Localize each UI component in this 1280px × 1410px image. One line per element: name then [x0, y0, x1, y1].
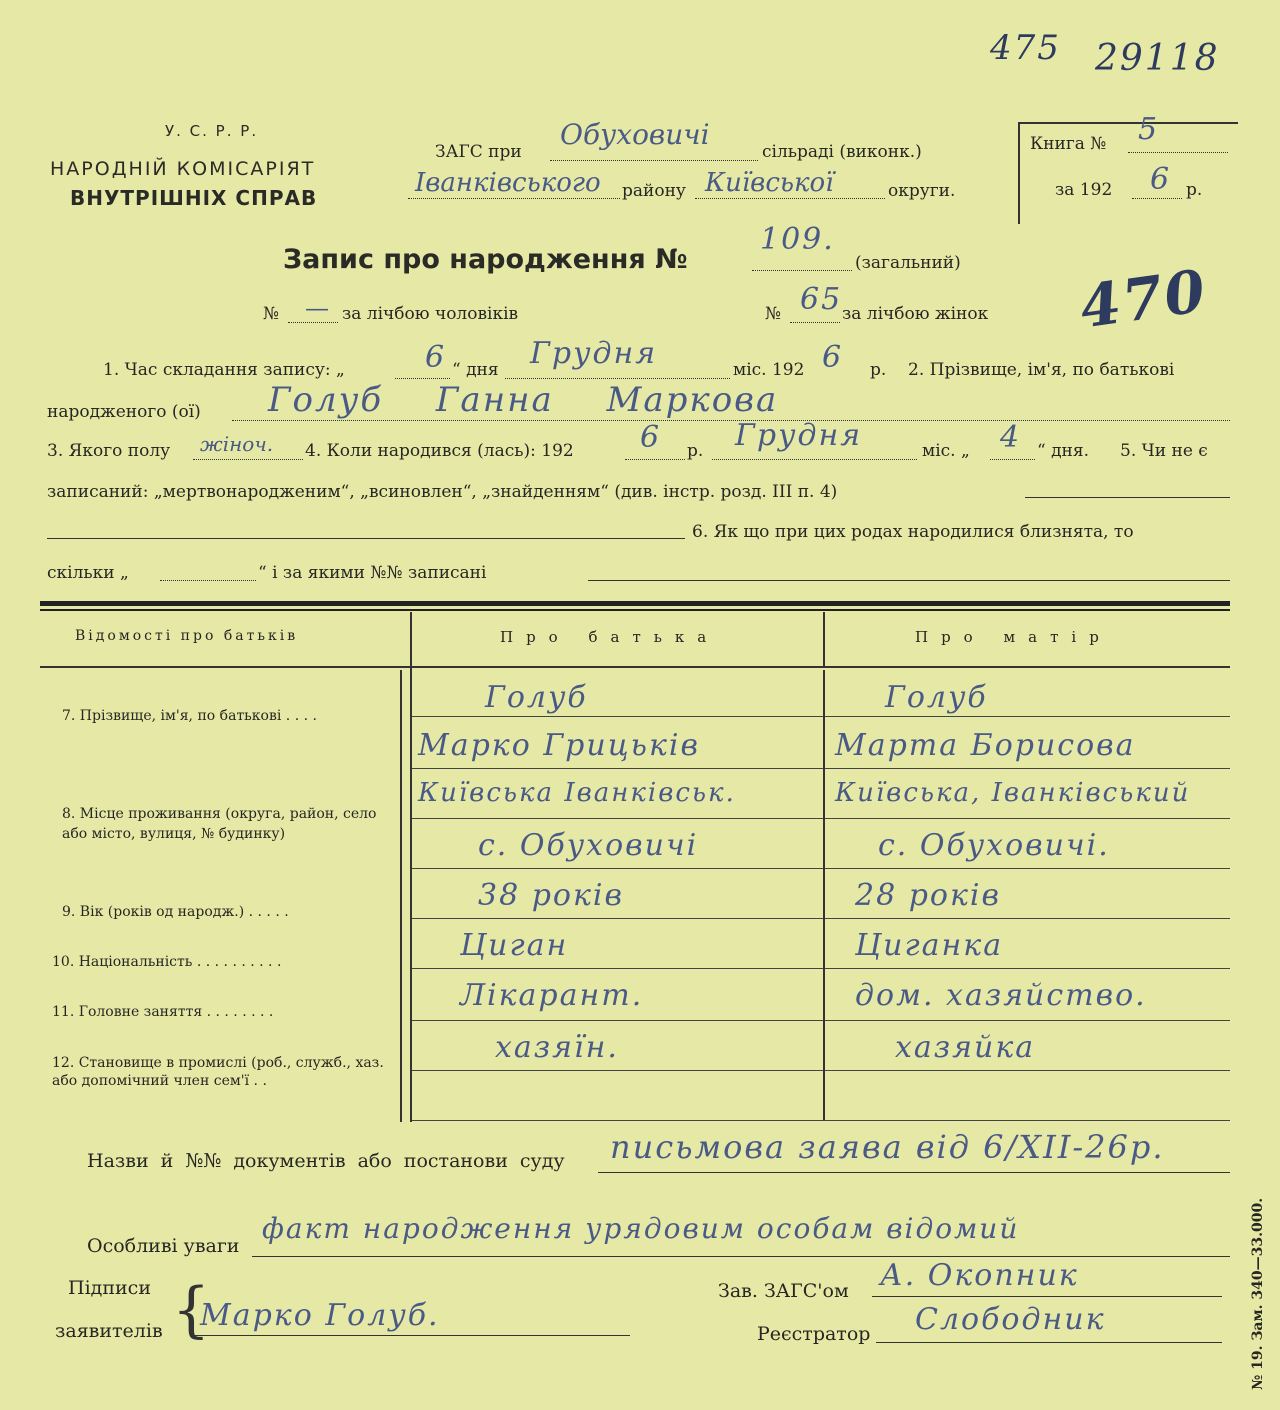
- father-status: хазяїн.: [495, 1030, 619, 1065]
- mother-occupation: дом. хазяйство.: [855, 978, 1147, 1013]
- birth-mis: міс. „: [922, 441, 970, 461]
- okruhy-label: округи.: [888, 181, 956, 201]
- silradi-label: сільраді (виконк.): [762, 142, 922, 162]
- mother-status: хазяйка: [895, 1030, 1036, 1065]
- district-line: [408, 198, 620, 199]
- commissariat-line1: НАРОДНІЙ КОМІСАРІЯТ: [50, 158, 316, 180]
- table-col-divider-2b: [823, 670, 825, 1120]
- book-label: Книга №: [1030, 134, 1107, 154]
- commissariat-line2: ВНУТРІШНІХ СПРАВ: [70, 186, 318, 210]
- women-count-text: за лічбою жінок: [842, 304, 989, 324]
- mother-region: Київська, Іванківський: [835, 778, 1191, 808]
- row-label-occupation: 11. Головне заняття . . . . . . . .: [52, 1004, 274, 1020]
- record-number: 109.: [760, 222, 835, 257]
- field1-year: 6: [822, 340, 844, 375]
- birth-year-line: [625, 459, 685, 460]
- field1-day: 6: [425, 340, 447, 375]
- father-surname: Голуб: [485, 680, 588, 715]
- mother-nationality: Циганка: [855, 928, 1004, 963]
- registrar-signature-line: [876, 1342, 1222, 1343]
- docs-value: письмова заява від 6/XII-26р.: [610, 1128, 1165, 1166]
- raionu-label: району: [622, 181, 686, 201]
- field2-label2: народженого (ої): [47, 402, 201, 422]
- signatures-brace: {: [172, 1275, 211, 1345]
- signatures-label2: заявителів: [55, 1320, 163, 1342]
- row-label-status: 12. Становище в промислі (роб., служб., хаз. або допомічний член сем'ї . .: [52, 1055, 384, 1089]
- men-no-label: №: [263, 304, 280, 324]
- men-count-line: [288, 322, 338, 323]
- mother-age: 28 років: [855, 878, 1001, 913]
- table-top-rule: [40, 601, 1230, 606]
- book-year-prefix: за 192: [1055, 180, 1113, 200]
- birth-day-word: “ дня.: [1037, 441, 1090, 461]
- notes-line: [252, 1256, 1230, 1257]
- row-rule: [412, 716, 1230, 717]
- zags-pry-label: ЗАГС при: [435, 142, 522, 162]
- table-header-info: Відомості про батьків: [75, 628, 299, 644]
- child-name-value: Голуб Ганна Маркова: [268, 380, 779, 420]
- birth-day: 4: [1000, 420, 1022, 455]
- field5-label: 5. Чи не є: [1120, 441, 1208, 461]
- row-rule: [412, 768, 1230, 769]
- mother-name: Марта Борисова: [835, 728, 1136, 763]
- general-label: (загальний): [855, 253, 961, 273]
- row-rule: [412, 918, 1230, 919]
- men-count-text: за лічбою чоловіків: [342, 304, 519, 324]
- father-name: Марко Грицьків: [418, 728, 700, 763]
- mother-village: с. Обуховичі.: [878, 828, 1110, 863]
- women-count-line: [790, 322, 840, 323]
- birth-r: р.: [687, 441, 704, 461]
- stamp-number: 470: [1075, 256, 1212, 342]
- mother-surname: Голуб: [885, 680, 988, 715]
- row-rule: [412, 818, 1230, 819]
- row-label-age: 9. Вік (років од народж.) . . . . .: [62, 904, 289, 920]
- table-header-father: Про батька: [500, 628, 720, 646]
- row-rule: [412, 968, 1230, 969]
- field1-label: 1. Час складання запису: „: [103, 360, 345, 380]
- birth-year: 6: [640, 420, 662, 455]
- field2-label: 2. Прізвище, ім'я, по батькові: [908, 360, 1175, 380]
- birth-month-line: [712, 459, 917, 460]
- field2-line: [232, 420, 1230, 421]
- table-col-divider-1: [410, 612, 412, 1122]
- field1-r: р.: [870, 360, 887, 380]
- father-region: Київська Іванківськ.: [418, 778, 736, 808]
- village-line: [550, 160, 758, 161]
- women-count-value: 65: [800, 282, 843, 317]
- field1-mis: міс. 192: [733, 360, 805, 380]
- docs-label: Назви й №№ документів або постанови суду: [87, 1150, 565, 1172]
- field3-label: 3. Якого полу: [47, 441, 171, 461]
- book-number: 5: [1138, 112, 1160, 147]
- book-number-line: [1128, 152, 1228, 153]
- page-title: Запис про народження №: [283, 244, 688, 275]
- row-rule: [412, 1070, 1230, 1071]
- table-top-rule-thin: [40, 609, 1230, 611]
- twins-count-line: [160, 580, 256, 581]
- field5-line-a: [1025, 497, 1230, 498]
- table-col-divider-2: [823, 612, 825, 667]
- sex-line: [193, 459, 303, 460]
- father-village: с. Обуховичі: [478, 828, 699, 863]
- registrar-label: Реєстратор: [757, 1323, 871, 1345]
- row-label-name: 7. Прізвище, ім'я, по батькові . . . .: [62, 708, 317, 724]
- birth-day-line: [990, 459, 1035, 460]
- field1-month: Грудня: [530, 336, 658, 371]
- field1-month-line: [505, 378, 730, 379]
- father-nationality: Циган: [460, 928, 569, 963]
- field6-text1: скільки „: [47, 563, 129, 583]
- table-header-mother: Про матір: [915, 628, 1112, 646]
- book-year-line: [1132, 198, 1182, 199]
- field5-line-b: [47, 538, 685, 539]
- field5-text: записаний: „мертвонародженим“, „всиновлен“, „знайденням“ (див. інстр. розд. III п. 4): [47, 482, 838, 502]
- head-label: Зав. ЗАГС'ом: [718, 1280, 849, 1302]
- okruha-value: Київської: [705, 168, 834, 198]
- district-value: Іванківського: [415, 168, 601, 198]
- notes-label: Особливі уваги: [87, 1235, 240, 1257]
- village-value: Обуховичі: [560, 118, 710, 151]
- signatures-label1: Підписи: [68, 1277, 151, 1299]
- table-inner-divider: [400, 670, 402, 1122]
- applicant-signature: Марко Голуб.: [200, 1298, 440, 1333]
- field1-day-line: [395, 378, 450, 379]
- row-rule: [412, 1120, 1230, 1121]
- book-year-suffix: р.: [1186, 180, 1203, 200]
- sex-value: жіноч.: [200, 432, 274, 456]
- father-occupation: Лікарант.: [460, 978, 644, 1013]
- docs-line: [598, 1172, 1230, 1173]
- applicant-signature-line: [190, 1335, 630, 1336]
- book-year-digit: 6: [1150, 162, 1172, 197]
- table-header-rule: [40, 666, 1230, 668]
- form-side-print: № 19. Зам. 340—33.000.: [1250, 1197, 1266, 1390]
- ussr-label: У. С. Р. Р.: [165, 122, 259, 140]
- okruha-line: [695, 198, 885, 199]
- father-age: 38 років: [478, 878, 624, 913]
- notes-value: факт народження урядовим особам відомий: [262, 1212, 1020, 1245]
- women-no-label: №: [765, 304, 782, 324]
- field1-day-word: “ дня: [452, 360, 499, 380]
- head-signature: А. Окопник: [880, 1258, 1079, 1293]
- row-rule: [412, 1020, 1230, 1021]
- field6-text2: “ і за якими №№ записані: [258, 563, 487, 583]
- row-label-residence: 8. Місце проживання (округа, район, село або місто, вулиця, № будинку): [62, 806, 377, 842]
- field6-label: 6. Як що при цих родах народилися близнята, то: [692, 522, 1134, 542]
- archive-number-b: 29118: [1095, 38, 1220, 79]
- archive-number-a: 475: [990, 28, 1061, 68]
- record-number-line: [752, 270, 852, 271]
- row-rule: [412, 868, 1230, 869]
- field4-label: 4. Коли народився (лась): 192: [305, 441, 574, 461]
- birth-month: Грудня: [735, 418, 863, 453]
- head-signature-line: [872, 1296, 1222, 1297]
- men-count-value: —: [305, 294, 329, 322]
- twins-numbers-line: [588, 580, 1230, 581]
- registrar-signature: Слободник: [915, 1302, 1106, 1337]
- row-label-nationality: 10. Національність . . . . . . . . . .: [52, 954, 282, 970]
